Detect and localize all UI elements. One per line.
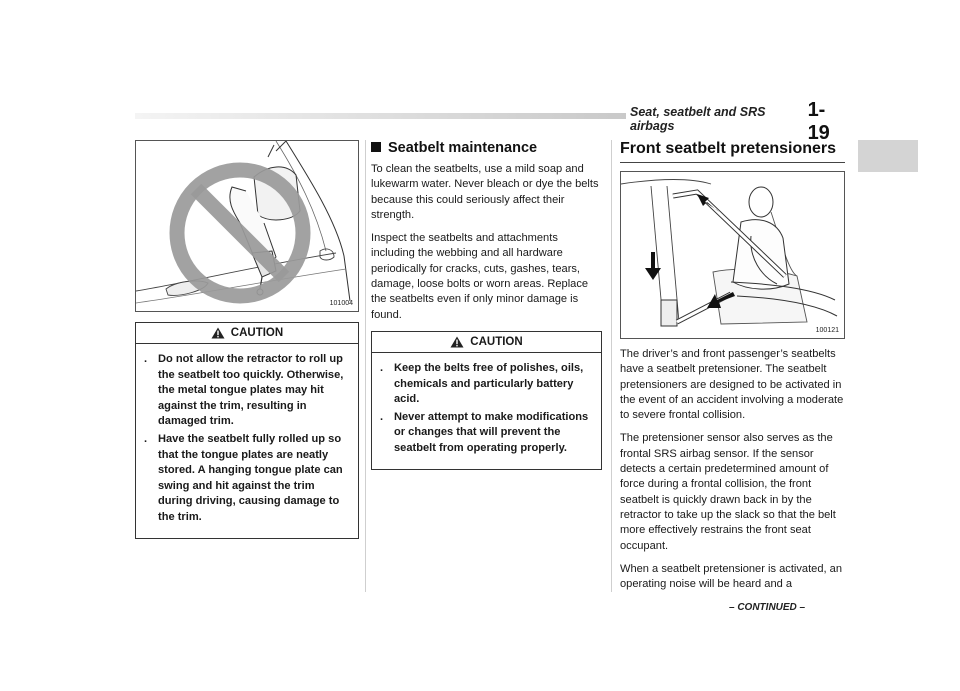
- body-paragraph: To clean the seatbelts, use a mild soap and lukewarm water. Never bleach or dye the belts because this could seriously affect their strength.: [371, 163, 599, 221]
- caution-box: [135, 322, 359, 539]
- column-divider: [611, 140, 612, 592]
- caution-item-text: Never attempt to make modifications or changes that will prevent the seatbelt from operating properly.: [394, 410, 589, 454]
- caution-item-text: Keep the belts free of polishes, oils, chemicals and particularly battery acid.: [394, 361, 584, 406]
- caution-item: . Keep the belts free of polishes, oils, chemicals and particularly battery acid.: [380, 361, 584, 406]
- seatbelt-retractor-drawing: [136, 141, 358, 311]
- section-heading: Front seatbelt pretensioners: [620, 140, 837, 157]
- caution-item: . Never attempt to make modifications or changes that will prevent the seatbelt from operating properly.: [380, 410, 589, 454]
- heading-text: Seatbelt maintenance: [388, 140, 538, 156]
- caution-box: [371, 331, 602, 470]
- caution-heading: [136, 323, 358, 344]
- caution-label: CAUTION: [230, 327, 284, 339]
- pretensioner-illustration: [620, 171, 845, 339]
- caution-item-text: Do not allow the retractor to roll up the seatbelt too quickly. Otherwise, the metal tongue plates may hit against the trim, resulting in damaged trim.: [158, 353, 344, 428]
- middle-column: [371, 140, 602, 470]
- body-paragraph: When a seatbelt pretensioner is activated, an operating noise will be heard and a: [620, 562, 843, 591]
- caution-item-text: Have the seatbelt fully rolled up so that the tongue plates are neatly stored. A hanging tongue plate can swing and hit against the trim during driving, causing damage to the trim.: [158, 432, 343, 523]
- column-divider: [365, 140, 366, 592]
- caution-item: . Do not allow the retractor to roll up the seatbelt too quickly. Otherwise, the metal tongue plates may hit against the trim, resulting in damaged trim.: [144, 353, 344, 428]
- section-heading: [371, 140, 602, 156]
- right-column: [620, 140, 845, 600]
- page-header: [630, 99, 845, 144]
- heading-square-icon: [371, 142, 381, 152]
- body-paragraph: The pretensioner sensor also serves as the frontal SRS airbag sensor. If the sensor detects a certain predetermined amount of force during a frontal collision, the front seatbelt is quickly drawn back in by the retractor to take up the slack so that the belt more effectively restrains the front seat occupant.: [620, 432, 836, 552]
- caution-item: . Have the seatbelt fully rolled up so that the tongue plates are neatly stored. A hanging tongue plate can swing and hit against the trim during driving, causing damage to the trim.: [144, 432, 343, 523]
- retractor-illustration: [135, 140, 359, 312]
- left-column: [135, 140, 359, 539]
- warning-triangle-icon: [211, 327, 225, 339]
- header-rule: [135, 113, 626, 119]
- body-paragraph: The driver’s and front passenger’s seatbelts have a seatbelt pretensioner. The seatbelt pretensioners are designed to be activated in the event of an accident involving a moderate to severe frontal collision.: [620, 348, 844, 422]
- caution-label: CAUTION: [470, 335, 523, 348]
- page-number: 1-19: [807, 99, 830, 144]
- section-title: Seat, seatbelt and SRS airbags: [630, 105, 766, 133]
- figure-number: 101004: [329, 300, 353, 307]
- seated-occupant-drawing: [621, 172, 844, 338]
- heading-rule: [620, 140, 845, 163]
- figure-number: 100121: [815, 327, 839, 334]
- continued-label: – CONTINUED –: [729, 602, 806, 613]
- chapter-tab: [858, 140, 918, 172]
- body-paragraph: Inspect the seatbelts and attachments including the webbing and all hardware periodically for cracks, cuts, gashes, tears, damage, loose bolts or worn areas. Replace the seatbelts even if only minor damage is found.: [371, 232, 589, 321]
- caution-list: [136, 344, 358, 538]
- caution-list: [372, 353, 601, 469]
- warning-triangle-icon: [450, 336, 464, 348]
- caution-heading: [372, 332, 601, 353]
